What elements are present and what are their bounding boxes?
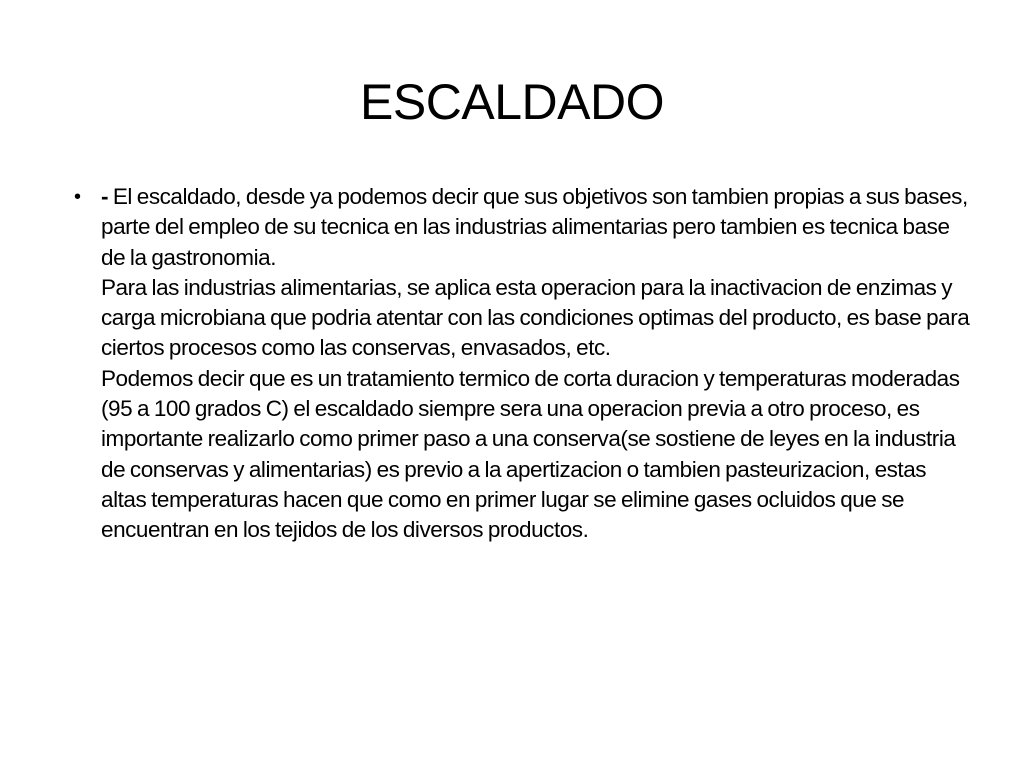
bullet-dash: - <box>101 184 109 209</box>
paragraph-1 <box>101 182 970 273</box>
bullet-text <box>101 182 970 546</box>
paragraph-1-text: El escaldado, desde ya podemos decir que sus objetivos son tambien propias a sus bases, parte del empleo de su tecnica en las industrias alimentarias pero tambien es tecnica base de la gastronomia. <box>101 184 968 270</box>
slide-body <box>70 182 970 546</box>
bullet-marker: • <box>74 186 82 208</box>
bullet-item <box>70 182 970 546</box>
paragraph-3: Podemos decir que es un tratamiento termico de corta duracion y temperaturas moderadas (95 a 100 grados C) el escaldado siempre sera una operacion previa a otro proceso, es importante realizarlo como primer paso a una conserva(se sostiene de leyes en la industria de conservas y alimentarias) es previo a la apertizacion o tambien pasteurizacion, estas altas temperaturas hacen que como en primer lugar se elimine gases ocluidos que se encuentran en los tejidos de los diversos productos. <box>101 365 960 543</box>
paragraph-2: Para las industrias alimentarias, se aplica esta operacion para la inactivacion de enzimas y carga microbiana que podria atentar con las condiciones optimas del producto, es base para ciertos procesos como las conservas, envasados, etc. <box>101 274 970 361</box>
slide-title: ESCALDADO <box>360 74 664 130</box>
